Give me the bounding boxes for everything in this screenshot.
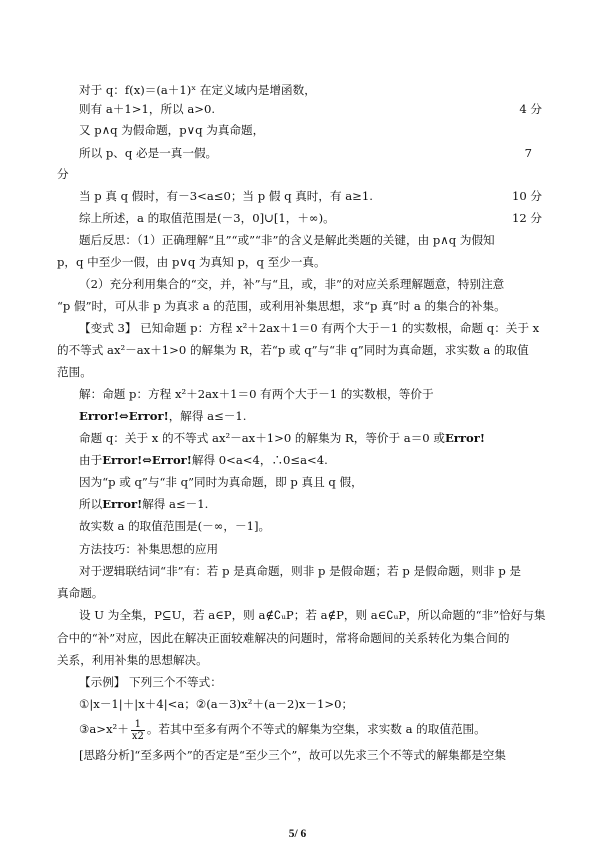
text-line: 命题 q：关于 x 的不等式 ax²－ax＋1>0 的解集为 R，等价于 a＝0 或Error! bbox=[79, 431, 485, 445]
text-line: 解：命题 p：方程 x²＋2ax＋1＝0 有两个大于－1 的实数根，等价于 bbox=[79, 387, 434, 401]
score-label: 7 bbox=[524, 146, 532, 160]
text-line: 由于Error!⇔Error!解得 0<a<4，∴0≤a<4. bbox=[79, 453, 328, 467]
text-line: 所以 p、q 必是一真一假。 7 bbox=[79, 146, 532, 160]
text-line: 则有 a＋1>1，所以 a>0. 4 分 bbox=[79, 102, 542, 116]
text-line: ③a>x²＋ $\frac{1}{x2}$ 。若其中至多有两个不等式的解集为空集，求实数 a 的取值范围。 bbox=[79, 718, 486, 742]
page-number: 5/ 6 bbox=[288, 828, 307, 840]
text-line: 【示例】 下列三个不等式： bbox=[79, 675, 222, 689]
text-line: 真命题。 bbox=[57, 586, 104, 600]
text-line: 因为“p 或 q”与“非 q”同时为真命题，即 p 真且 q 假， bbox=[79, 475, 363, 489]
text-line: 题后反思：（1）正确理解“且”“或”“非”的含义是解此类题的关键，由 p∧q 为假知 bbox=[79, 233, 495, 247]
text-line: 分 bbox=[57, 167, 69, 181]
text-line: ①|x－1|＋|x＋4|<a；②(a－3)x²＋(a－2)x－1>0； bbox=[79, 697, 354, 711]
text-line: 对于 q：f(x)＝(a＋1)ˣ 在定义域内是增函数， bbox=[79, 83, 316, 97]
text-line: 设 U 为全集，P⊆U，若 a∈P，则 a∉∁ᵤP；若 a∉P，则 a∈∁ᵤP，所以命题的“非”恰好与集 bbox=[79, 608, 546, 622]
text-line: 所以Error!解得 a≤－1. bbox=[79, 497, 209, 511]
text-line: Error!⇔Error!，解得 a≤－1. bbox=[79, 409, 247, 423]
text-line: 方法技巧：补集思想的应用 bbox=[79, 542, 219, 556]
text-line: 【变式 3】 已知命题 p：方程 x²＋2ax＋1＝0 有两个大于－1 的实数根，命题 q：关于 x bbox=[79, 321, 540, 335]
fraction: $\frac{1}{x2}$ bbox=[131, 718, 144, 742]
text-line: 对于逻辑联结词“非”有：若 p 是真命题，则非 p 是假命题；若 p 是假命题，则非 p 是 bbox=[79, 564, 522, 578]
text-line: （2）充分利用集合的“交，并，补”与“且，或，非”的对应关系理解题意，特别注意 bbox=[79, 277, 505, 291]
text-line: [思路分析]“至多两个”的否定是“至少三个”，故可以先求三个不等式的解集都是空集 bbox=[79, 748, 506, 762]
text-line: “p 假”时，可从非 p 为真求 a 的范围，或利用补集思想，求“p 真”时 a 的集合的补集。 bbox=[57, 299, 506, 313]
text-line: 当 p 真 q 假时，有－3<a≤0；当 p 假 q 真时，有 a≥1. 10 分 bbox=[79, 189, 542, 203]
text-line: p，q 中至少一假，由 p∨q 为真知 p，q 至少一真。 bbox=[57, 255, 326, 269]
text-line: 又 p∧q 为假命题，p∨q 为真命题， bbox=[79, 123, 265, 137]
text-line: 合中的“补”对应，因此在解决正面较难解决的问题时，常将命题间的关系转化为集合间的 bbox=[57, 631, 510, 645]
score-label: 4 分 bbox=[519, 102, 542, 116]
text-line: 关系，利用补集的思想解决。 bbox=[57, 653, 208, 667]
text-line: 故实数 a 的取值范围是(－∞，－1]。 bbox=[79, 519, 271, 533]
score-label: 10 分 bbox=[511, 189, 542, 203]
score-label: 12 分 bbox=[511, 211, 542, 225]
text-line: 范围。 bbox=[57, 365, 92, 379]
text-line: 的不等式 ax²－ax＋1>0 的解集为 R，若“p 或 q”与“非 q”同时为真命题，求实数 a 的取值 bbox=[57, 343, 529, 357]
text-line: 综上所述，a 的取值范围是(－3，0]∪[1，＋∞)。 12 分 bbox=[79, 211, 542, 225]
